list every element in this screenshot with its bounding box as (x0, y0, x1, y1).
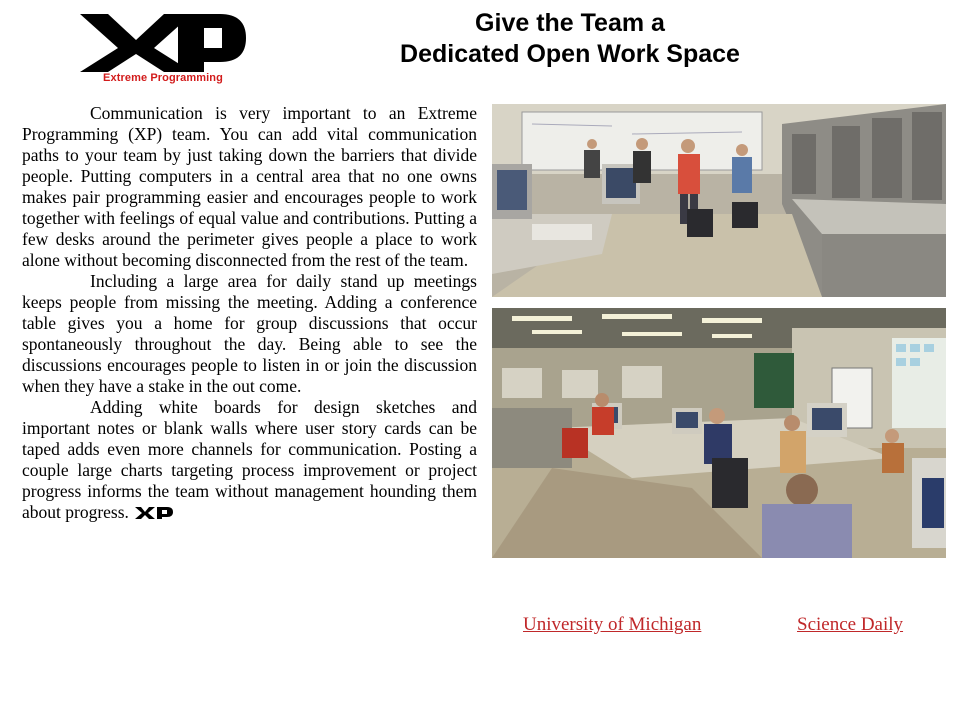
logo-subtitle: Extreme Programming (103, 72, 223, 84)
paragraph-2: Including a large area for daily stand up meetings keeps people from missing the meeting. Adding a conference table gives you a home for group discussions that occur spontaneously throughout the day. Being able to see the discussions encourages people to listen in or join the discussion when they have a stake in the out come. (22, 271, 477, 396)
title-line-2: Dedicated Open Work Space (400, 40, 740, 68)
title-line-1: Give the Team a (475, 9, 665, 37)
xp-logo-mark (80, 14, 246, 74)
xp-logo (80, 14, 246, 86)
small-xp-logo-icon (133, 506, 175, 520)
paragraph-3 (22, 397, 477, 523)
body-text (22, 103, 477, 523)
paragraph-3-text: Adding white boards for design sketches and important notes or blank walls where user story cards can be taped adds even more channels for communication. Posting a couple large charts targeting process improvement or project progress informs the team without management hounding them about progress. (22, 397, 477, 522)
workspace-photo-1 (492, 104, 946, 297)
workspace-photo-2 (492, 308, 946, 558)
link-university-of-michigan[interactable]: University of Michigan (523, 614, 702, 635)
link-science-daily[interactable]: Science Daily (797, 614, 904, 635)
paragraph-1: Communication is very important to an Extreme Programming (XP) team. You can add vital communication paths to your team by just taking down the barriers that divide people. Putting computers in a central area that no one owns makes pair programming easier and encourages people to work together with feelings of equal value and contributions. Putting a few desks around the perimeter gives people a place to work alone without becoming disconnected from the rest of the team. (22, 103, 477, 270)
page-title (300, 8, 840, 70)
